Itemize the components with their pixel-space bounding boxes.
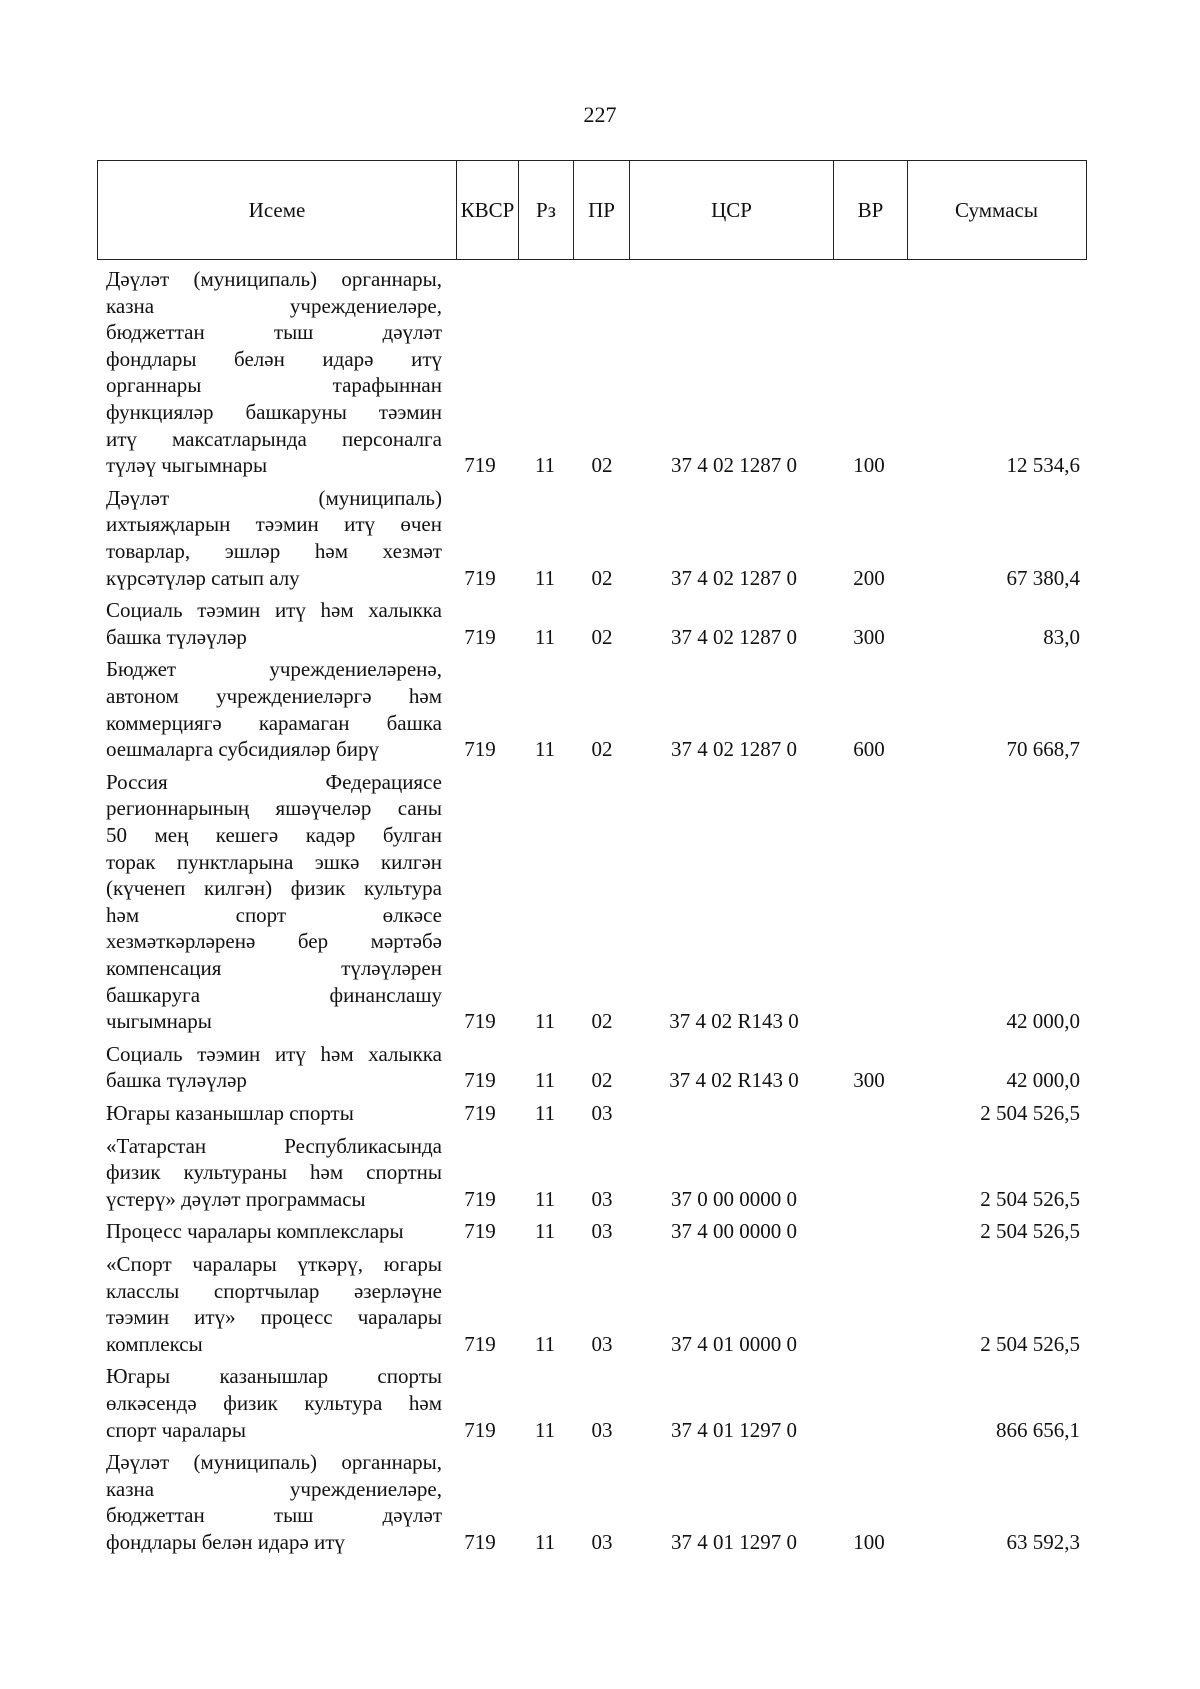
row-name-line: компенсация түләүләрен	[106, 955, 442, 980]
row-csr: 37 4 02 R143 0	[669, 1068, 799, 1093]
column-header-name: Исеме	[248, 197, 306, 222]
row-name-line: күрсәтүләр сатып алу	[106, 565, 300, 590]
row-name-line: хезмәткәрләренә бер мәртәбә	[106, 929, 442, 954]
row-sum: 866 656,1	[996, 1417, 1080, 1442]
row-rz: 11	[534, 1417, 556, 1442]
row-vr: 300	[853, 1068, 885, 1093]
row-kvsr: 719	[464, 453, 496, 478]
row-pr: 03	[591, 1101, 613, 1125]
column-header-csr: ЦСР	[629, 161, 833, 259]
row-csr: 37 4 00 0000 0	[671, 1219, 797, 1244]
row-csr: 37 0 00 0000 0	[671, 1186, 797, 1211]
row-pr: 02	[591, 1009, 613, 1034]
page-number: 227	[583, 102, 617, 127]
row-name-line: коммерциягә карамаган башка	[106, 710, 442, 735]
row-rz: 11	[534, 1009, 556, 1034]
row-pr: 03	[591, 1186, 613, 1211]
row-rz: 11	[534, 737, 556, 762]
row-name	[106, 1041, 442, 1094]
row-name-line: казна учреждениеләре,	[106, 293, 442, 318]
row-name	[106, 769, 442, 1035]
row-kvsr: 719	[464, 565, 496, 590]
row-name-line: «Татарстан Республикасында	[106, 1133, 442, 1158]
row-name-line: «Спорт чаралары үткәрү, югары	[106, 1252, 442, 1276]
row-kvsr: 719	[464, 1101, 496, 1125]
table-row	[0, 1449, 1200, 1555]
row-csr: 37 4 02 1287 0	[671, 565, 797, 590]
row-name-line: казна учреждениеләре,	[106, 1476, 442, 1501]
row-vr: 100	[853, 1529, 885, 1554]
table-row	[0, 656, 1200, 762]
row-name-line: комплексы	[106, 1331, 203, 1356]
row-name-line: башкаруга финанслашу	[106, 982, 442, 1007]
row-name-line: Процесс чаралары комплекслары	[106, 1219, 404, 1244]
row-name-line: класслы спортчылар әзерләүне	[106, 1278, 442, 1303]
row-rz: 11	[534, 565, 556, 590]
table-row	[0, 266, 1200, 479]
column-header-vr: ВР	[833, 161, 907, 259]
row-rz: 11	[534, 1068, 556, 1093]
row-csr: 37 4 02 R143 0	[669, 1009, 799, 1034]
column-header-kvsr: КВСР	[456, 161, 518, 259]
table-row	[0, 485, 1200, 591]
row-name	[106, 597, 442, 650]
row-vr: 200	[853, 565, 885, 590]
row-name-line: Югары казанышлар спорты	[106, 1364, 442, 1389]
row-name-line: һәм спорт өлкәсе	[106, 902, 442, 927]
row-pr: 02	[591, 565, 613, 590]
row-rz: 11	[534, 1529, 556, 1554]
row-kvsr: 719	[464, 624, 496, 649]
table-header	[97, 160, 1087, 260]
row-name	[106, 1100, 442, 1127]
row-csr: 37 4 01 1297 0	[671, 1417, 797, 1442]
row-name-line: башка түләүләр	[106, 624, 247, 649]
row-name-line: Социаль тәэмин итү һәм халыкка	[106, 598, 442, 623]
row-rz: 11	[534, 453, 556, 478]
row-kvsr: 719	[464, 1186, 496, 1211]
row-name-line: түләү чыгымнары	[106, 453, 268, 478]
row-name	[106, 1251, 442, 1357]
row-name-line: регионнарының яшәүчеләр саны	[106, 796, 442, 821]
row-vr: 100	[853, 453, 885, 478]
row-name-line: итү максатларында персоналга	[106, 426, 442, 451]
row-sum: 42 000,0	[1006, 1068, 1080, 1093]
row-name	[106, 1363, 442, 1443]
row-pr: 02	[591, 737, 613, 762]
row-name-line: үстерү» дәүләт программасы	[106, 1186, 366, 1211]
row-rz: 11	[534, 1186, 556, 1211]
row-kvsr: 719	[464, 1417, 496, 1442]
row-sum: 2 504 526,5	[980, 1186, 1080, 1211]
row-rz: 11	[534, 1331, 556, 1356]
column-header-pr: ПР	[573, 161, 629, 259]
row-csr: 37 4 02 1287 0	[671, 624, 797, 649]
row-name-line: функцияләр башкаруны тәэмин	[106, 399, 442, 424]
row-pr: 02	[591, 453, 613, 478]
row-csr: 37 4 01 0000 0	[671, 1331, 797, 1356]
row-sum: 70 668,7	[1006, 737, 1080, 762]
row-sum: 2 504 526,5	[980, 1331, 1080, 1356]
row-kvsr: 719	[464, 737, 496, 762]
row-name-line: торак пунктларына эшкә килгән	[106, 849, 442, 874]
row-name-line: чыгымнары	[106, 1009, 212, 1034]
table-row	[0, 1251, 1200, 1357]
row-csr: 37 4 02 1287 0	[671, 453, 797, 478]
row-sum: 2 504 526,5	[980, 1219, 1080, 1244]
table-row	[0, 1363, 1200, 1443]
row-sum: 83,0	[1043, 624, 1080, 649]
row-name-line: тәэмин итү» процесс чаралары	[106, 1305, 442, 1330]
row-kvsr: 719	[464, 1009, 496, 1034]
row-name-line: оешмаларга субсидияләр бирү	[106, 737, 379, 762]
row-name-line: 50 мең кешегә кадәр булган	[106, 822, 442, 847]
row-name-line: товарлар, эшләр һәм хезмәт	[106, 538, 442, 563]
row-name	[106, 656, 442, 762]
row-sum: 12 534,6	[1006, 453, 1080, 478]
row-csr: 37 4 02 1287 0	[671, 737, 797, 762]
row-name-line: Дәүләт (муниципаль) органнары,	[106, 1450, 442, 1475]
row-name-line: спорт чаралары	[106, 1417, 247, 1442]
row-name-line: Бюджет учреждениеләренә,	[106, 657, 442, 682]
row-name-line: Югары казанышлар спорты	[106, 1101, 354, 1125]
column-header-rz: Рз	[518, 161, 573, 259]
row-name-line: органнары тарафыннан	[106, 373, 442, 398]
row-name-line: бюджеттан тыш дәүләт	[106, 320, 442, 345]
table-row	[0, 769, 1200, 1035]
row-vr: 600	[853, 737, 885, 762]
row-name-line: фондлары белән идарә итү	[106, 1529, 345, 1554]
row-rz: 11	[534, 1101, 556, 1125]
row-name-line: Дәүләт (муниципаль)	[106, 485, 442, 510]
row-rz: 11	[534, 1219, 556, 1244]
row-name-line: бюджеттан тыш дәүләт	[106, 1503, 442, 1528]
row-pr: 03	[591, 1417, 613, 1442]
row-sum: 2 504 526,5	[980, 1101, 1080, 1125]
table-row	[0, 597, 1200, 650]
row-name	[106, 1218, 442, 1245]
row-name	[106, 1133, 442, 1213]
row-pr: 03	[591, 1331, 613, 1356]
row-name-line: ихтыяҗларын тәэмин итү өчен	[106, 512, 442, 537]
row-name-line: (күченеп килгән) физик культура	[106, 876, 442, 901]
row-kvsr: 719	[464, 1219, 496, 1244]
row-pr: 03	[591, 1219, 613, 1244]
row-name-line: Социаль тәэмин итү һәм халыкка	[106, 1041, 442, 1066]
row-name	[106, 1449, 442, 1555]
row-kvsr: 719	[464, 1068, 496, 1093]
row-rz: 11	[534, 624, 556, 649]
row-name-line: өлкәсендә физик культура һәм	[106, 1390, 442, 1415]
row-kvsr: 719	[464, 1331, 496, 1356]
row-name-line: башка түләүләр	[106, 1068, 247, 1093]
row-sum: 63 592,3	[1006, 1529, 1080, 1554]
table-row	[0, 1041, 1200, 1094]
row-name-line: физик культураны һәм спортны	[106, 1160, 442, 1185]
table-row	[0, 1100, 1200, 1127]
row-pr: 02	[591, 1068, 613, 1093]
row-pr: 03	[591, 1529, 613, 1554]
row-name	[106, 266, 442, 479]
row-name-line: автоном учреждениеләргә һәм	[106, 683, 442, 708]
row-kvsr: 719	[464, 1529, 496, 1554]
row-sum: 42 000,0	[1006, 1009, 1080, 1034]
table-row	[0, 1218, 1200, 1245]
column-header-sum: Суммасы	[907, 161, 1085, 259]
row-vr: 300	[853, 624, 885, 649]
table-row	[0, 1133, 1200, 1213]
row-pr: 02	[591, 624, 613, 649]
row-csr: 37 4 01 1297 0	[671, 1529, 797, 1554]
row-sum: 67 380,4	[1006, 565, 1080, 590]
row-name-line: Дәүләт (муниципаль) органнары,	[106, 267, 442, 291]
row-name-line: фондлары белән идарә итү	[106, 346, 442, 371]
row-name	[106, 485, 442, 591]
row-name-line: Россия Федерациясе	[106, 769, 442, 794]
